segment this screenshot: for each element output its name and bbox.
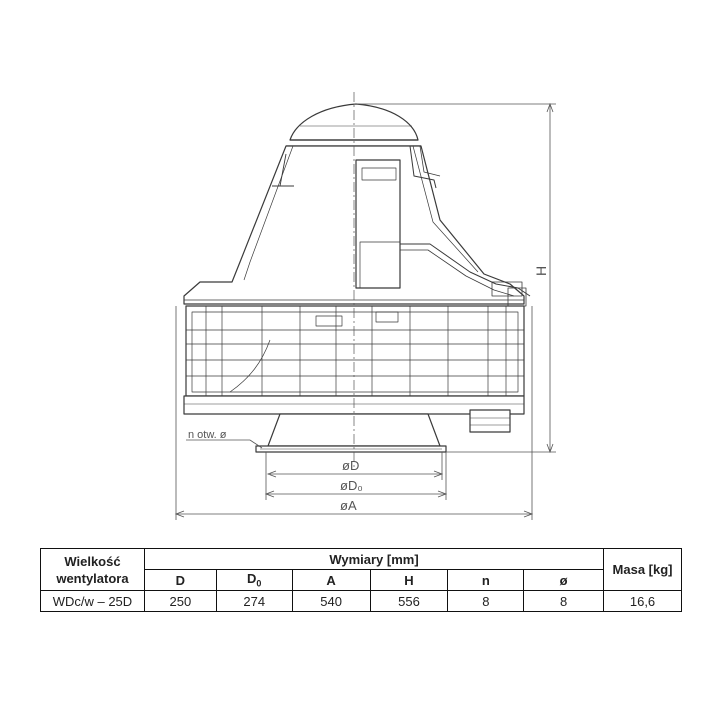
value-d: 250 (144, 591, 216, 612)
inlet-cone (256, 414, 446, 452)
dimension-label-a: øA (340, 498, 357, 513)
value-a: 540 (292, 591, 370, 612)
col-header-n: n (448, 570, 524, 591)
protective-grid (186, 306, 524, 396)
col-header-h: H (370, 570, 448, 591)
table-row (41, 591, 682, 612)
col-header-a: A (292, 570, 370, 591)
specification-table (40, 548, 682, 612)
col-header-d0: $D_0$ (216, 570, 292, 591)
size-header: Wielkość wentylatora (41, 549, 145, 591)
value-n: 8 (448, 591, 524, 612)
value-d0: 274 (216, 591, 292, 612)
holes-label: n otw. ø (188, 429, 227, 441)
mass-header: Masa [kg] (604, 549, 682, 591)
size-cell: WDc/w – 25D (41, 591, 145, 612)
col-header-hole-diameter: ø (524, 570, 604, 591)
dimension-label-d0: øD₀ (340, 478, 363, 493)
value-mass: 16,6 (604, 591, 682, 612)
value-hole-diameter: 8 (524, 591, 604, 612)
col-header-d: D (144, 570, 216, 591)
value-h: 556 (370, 591, 448, 612)
dimension-label-h: H (533, 265, 549, 276)
dimension-label-d: øD (342, 458, 360, 473)
dimensions-header: Wymiary [mm] (144, 549, 603, 570)
dome-cap (286, 104, 421, 146)
